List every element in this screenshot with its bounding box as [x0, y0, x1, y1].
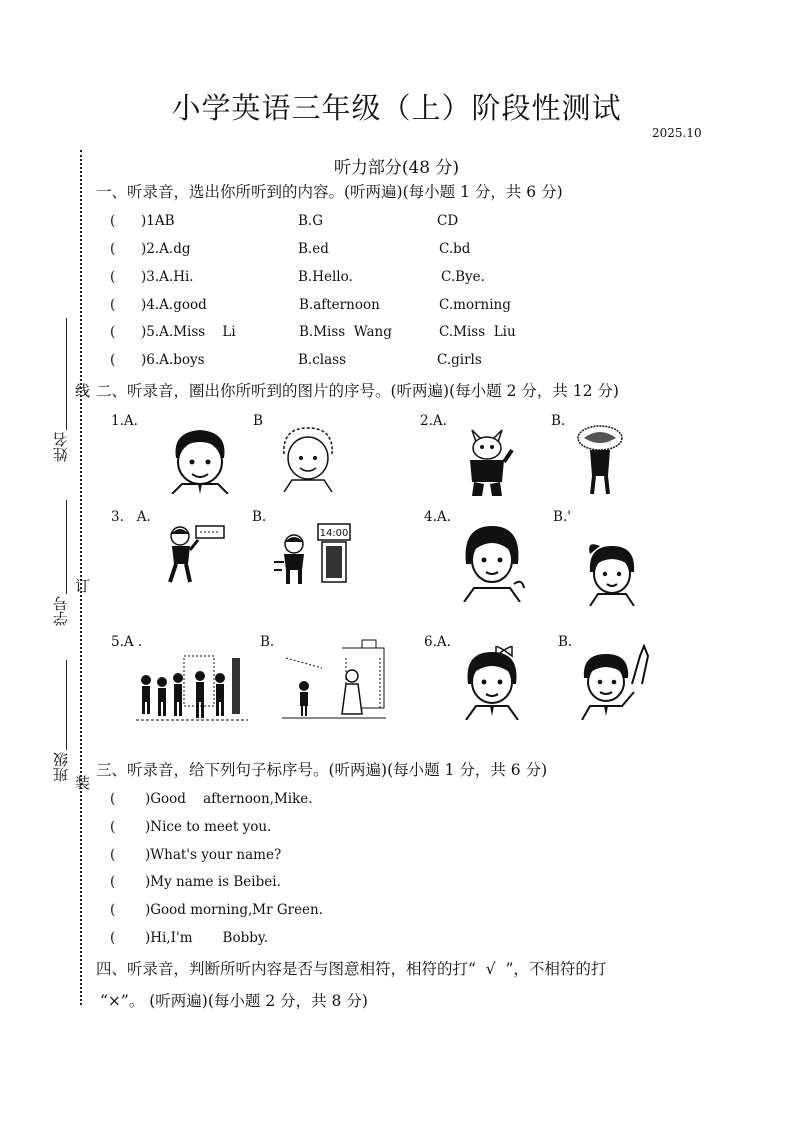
s1-q2-option-b: B.ed — [298, 241, 329, 257]
boy-walking-illustration — [162, 522, 228, 586]
s1-q6-option-a: )6.A.boys — [141, 352, 205, 368]
s3-q2-sentence: )Nice to meet you. — [145, 819, 272, 835]
s2-q5-label-a: 5.A . — [111, 634, 143, 650]
s1-q3-option-a: )3.A.Hi. — [141, 269, 194, 285]
s1-q6-option-b: B.class — [298, 352, 346, 368]
s3-q4-paren: ( — [110, 874, 116, 890]
section4-heading-line1: 四、听录音，判断所听内容是否与图意相符，相符的打“ √ ”，不相符的打 — [96, 960, 607, 978]
s3-q6-paren: ( — [110, 930, 116, 946]
girl-bow-illustration — [460, 646, 524, 720]
children-group-illustration — [136, 654, 248, 726]
s3-q4-sentence: )My name is Beibei. — [145, 874, 281, 890]
s3-q6-sentence: )Hi,I'm Bobby. — [145, 930, 268, 946]
s2-q3-label-a: 3. A. — [111, 509, 151, 525]
s1-q6-paren: ( — [110, 352, 116, 368]
binding-mark-staple: 订 — [75, 577, 91, 595]
name-underline — [66, 318, 67, 430]
s3-q3-sentence: )What's your name? — [145, 847, 282, 863]
test-date: 2025.10 — [652, 126, 702, 140]
s3-q3-paren: ( — [110, 847, 116, 863]
student-id-label: 学号 — [52, 596, 70, 626]
s1-q4-option-a: )4.A.good — [141, 297, 207, 313]
s2-q1-label-a: 1.A. — [111, 413, 138, 429]
s1-q2-option-a: )2.A.dg — [141, 241, 191, 257]
s1-q3-option-b: B.Hello. — [298, 269, 353, 285]
s2-q2-label-b: B. — [551, 413, 566, 429]
page-title: 小学英语三年级（上）阶段性测试 — [171, 91, 622, 125]
boy-clock-illustration — [272, 522, 352, 586]
s3-q1-sentence: )Good afternoon,Mike. — [145, 791, 313, 807]
grandma-face-illustration — [276, 424, 340, 492]
student-id-underline — [66, 500, 67, 594]
s2-q3-label-b: B. — [252, 509, 267, 525]
name-label: 姓名 — [52, 432, 70, 462]
s1-q2-option-c: C.bd — [439, 241, 471, 257]
listening-subtitle: 听力部分(48 分) — [333, 158, 460, 178]
s1-q5-option-a: )5.A.Miss Li — [141, 324, 236, 340]
s2-q6-label-b: B. — [558, 634, 573, 650]
s1-q5-option-b: B.Miss Wang — [299, 324, 392, 340]
clock-time-text: 14:00 — [319, 528, 349, 539]
s3-q2-paren: ( — [110, 819, 116, 835]
s2-q4-label-a: 4.A. — [424, 509, 451, 525]
s1-q4-paren: ( — [110, 297, 116, 313]
s3-q5-sentence: )Good morning,Mr Green. — [145, 902, 324, 918]
s2-q2-label-a: 2.A. — [420, 413, 447, 429]
girl-ponytail-illustration — [580, 540, 642, 606]
s3-q5-paren: ( — [110, 902, 116, 918]
section2-heading: 二、听录音，圈出你所听到的图片的序号。(听两遍)(每小题 2 分，共 12 分) — [96, 382, 619, 400]
boy-face-illustration — [162, 424, 238, 494]
girl-waving-illustration — [458, 522, 528, 602]
class-label: 班级 — [52, 752, 70, 782]
boy-raising-hand-illustration — [578, 644, 652, 720]
s2-q6-label-a: 6.A. — [424, 634, 451, 650]
s2-q1-label-b: B — [253, 413, 263, 429]
s1-q3-option-c: C.Bye. — [441, 269, 485, 285]
cat-character-illustration — [458, 422, 516, 500]
s1-q5-paren: ( — [110, 324, 116, 340]
s1-q1-option-a: )1AB — [141, 213, 175, 229]
binding-mark-bind: 装 — [75, 774, 91, 792]
s2-q5-label-b: B. — [260, 634, 275, 650]
section4-heading-line2: “×”。 (听两遍)(每小题 2 分，共 8 分) — [100, 992, 368, 1010]
section3-heading: 三、听录音，给下列句子标序号。(听两遍)(每小题 1 分，共 6 分) — [96, 761, 548, 779]
binding-mark-line: 线 — [75, 382, 91, 400]
s1-q4-option-b: B.afternoon — [299, 297, 380, 313]
s1-q4-option-c: C.morning — [439, 297, 511, 313]
s1-q1-option-c: CD — [437, 213, 459, 229]
s1-q2-paren: ( — [110, 241, 116, 257]
street-scene-illustration — [282, 638, 386, 722]
s1-q5-option-c: C.Miss Liu — [439, 324, 516, 340]
s3-q1-paren: ( — [110, 791, 116, 807]
s1-q1-paren: ( — [110, 213, 116, 229]
class-underline — [66, 660, 67, 750]
lion-dance-illustration — [574, 424, 626, 496]
section1-heading: 一、听录音，选出你所听到的内容。(听两遍)(每小题 1 分，共 6 分) — [96, 183, 563, 201]
s2-q4-label-b: B.' — [553, 509, 571, 525]
s1-q1-option-b: B.G — [298, 213, 323, 229]
s1-q6-option-c: C.girls — [437, 352, 482, 368]
s1-q3-paren: ( — [110, 269, 116, 285]
